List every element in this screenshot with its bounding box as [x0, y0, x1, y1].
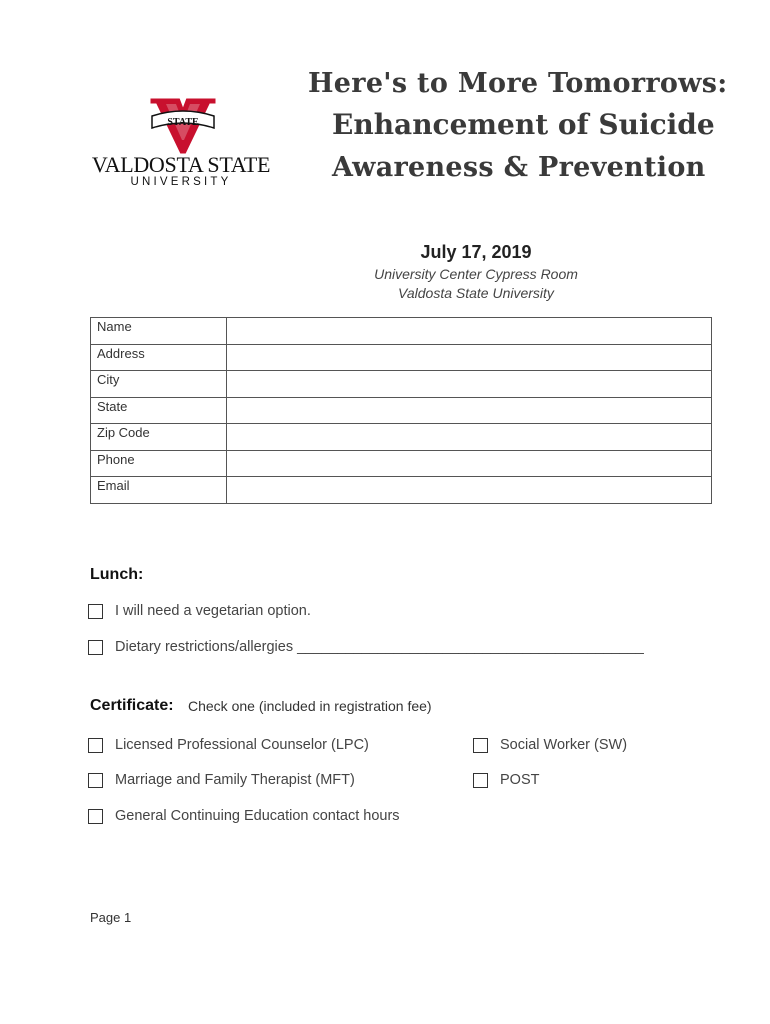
- general-ce-label: General Continuing Education contact hours: [115, 808, 400, 824]
- state-field[interactable]: [227, 397, 712, 424]
- certificate-heading: Certificate:: [90, 697, 174, 714]
- logo-name: VALDOSTA STATE: [91, 152, 271, 177]
- phone-field[interactable]: [227, 450, 712, 477]
- dietary-checkbox[interactable]: [88, 640, 103, 655]
- post-checkbox[interactable]: [473, 773, 488, 788]
- table-row: [91, 424, 712, 451]
- lpc-option[interactable]: [88, 737, 369, 753]
- lpc-checkbox[interactable]: [88, 738, 103, 753]
- table-row: [91, 318, 712, 345]
- zip-field[interactable]: [227, 424, 712, 451]
- title-line-1: Here's to More Tomorrows:: [308, 68, 728, 99]
- page-number: Page 1: [90, 910, 132, 925]
- field-label-email: Email: [91, 477, 227, 504]
- general-ce-option[interactable]: [88, 808, 400, 824]
- event-room: University Center Cypress Room: [374, 266, 578, 282]
- field-label-state: State: [91, 397, 227, 424]
- certificate-subheading: Check one (included in registration fee): [188, 698, 432, 714]
- vegetarian-checkbox[interactable]: [88, 604, 103, 619]
- field-label-zip: Zip Code: [91, 424, 227, 451]
- address-field[interactable]: [227, 344, 712, 371]
- field-label-city: City: [91, 371, 227, 398]
- event-date: July 17, 2019: [420, 242, 532, 262]
- general-ce-checkbox[interactable]: [88, 809, 103, 824]
- sw-checkbox[interactable]: [473, 738, 488, 753]
- city-field[interactable]: [227, 371, 712, 398]
- vegetarian-option[interactable]: [88, 603, 311, 619]
- table-row: [91, 371, 712, 398]
- dietary-option[interactable]: [88, 639, 644, 655]
- lunch-heading: Lunch:: [90, 566, 144, 583]
- mft-checkbox[interactable]: [88, 773, 103, 788]
- table-row: [91, 477, 712, 504]
- post-label: POST: [500, 772, 540, 788]
- field-label-address: Address: [91, 344, 227, 371]
- registration-table: [90, 317, 712, 504]
- sw-option[interactable]: [473, 737, 627, 753]
- title-line-3: Awareness & Prevention: [332, 152, 706, 183]
- table-row: [91, 450, 712, 477]
- lpc-label: Licensed Professional Counselor (LPC): [115, 737, 369, 753]
- title-line-2: Enhancement of Suicide: [332, 108, 715, 141]
- field-label-phone: Phone: [91, 450, 227, 477]
- name-field[interactable]: [227, 318, 712, 345]
- mft-label: Marriage and Family Therapist (MFT): [115, 772, 355, 788]
- email-field[interactable]: [227, 477, 712, 504]
- table-row: [91, 397, 712, 424]
- sw-label: Social Worker (SW): [500, 737, 628, 753]
- event-university: Valdosta State University: [398, 285, 554, 301]
- mft-option[interactable]: [88, 772, 355, 788]
- dietary-label: Dietary restrictions/allergies ___________________________________________: [115, 639, 644, 655]
- field-label-name: Name: [91, 318, 227, 345]
- table-row: [91, 344, 712, 371]
- logo-university: UNIVERSITY: [130, 176, 232, 188]
- post-option[interactable]: [473, 772, 539, 788]
- vegetarian-label: I will need a vegetarian option.: [115, 603, 311, 619]
- logo-badge-text: STATE: [167, 117, 199, 128]
